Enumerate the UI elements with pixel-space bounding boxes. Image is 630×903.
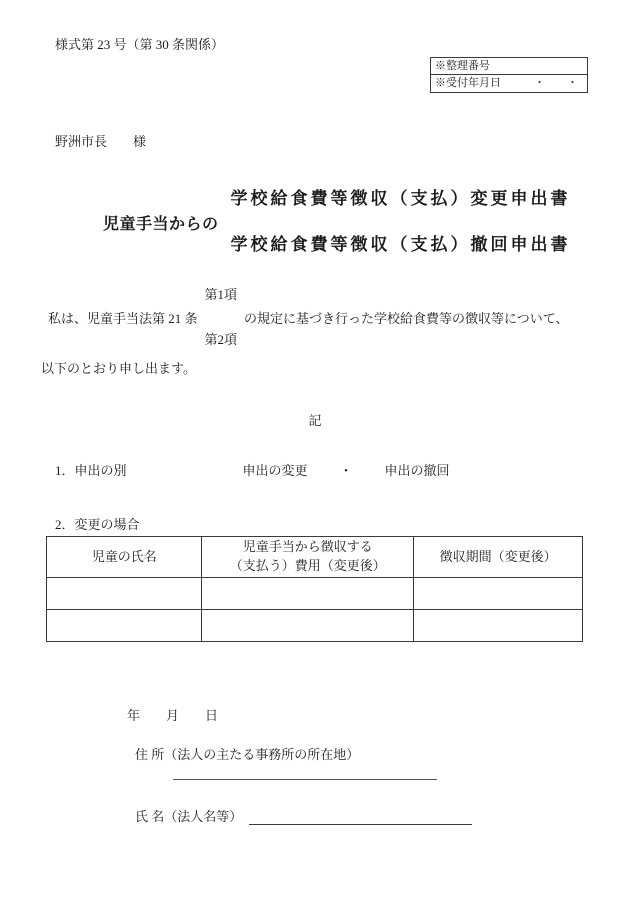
title-line-withdraw: 学校給食費等徴収（支払）撤回申出書 [230, 235, 571, 254]
form-number: 様式第 23 号（第 30 条関係） [55, 37, 225, 52]
cell-child-name [47, 610, 202, 642]
statement-before-clause: 私は、児童手当法第 21 条 [48, 310, 198, 326]
header-collection-period: 徴収期間（変更後） [414, 537, 583, 578]
cell-fee [202, 578, 414, 610]
clause-stack [205, 287, 238, 347]
item1-application-type [55, 460, 450, 479]
form-title [103, 176, 571, 268]
option-change: 申出の変更 [242, 463, 308, 478]
header-fee-line2: （支払う）費用（変更後） [229, 558, 386, 573]
item1-label: 1．申出の別 [55, 463, 127, 478]
item2-label: 2．変更の場合 [55, 517, 140, 532]
ki-mark: 記 [308, 413, 322, 428]
statement-line1 [48, 287, 569, 347]
cell-period [414, 610, 583, 642]
name-row [135, 806, 472, 825]
change-details-table [46, 536, 583, 642]
address-fill-line [173, 750, 437, 780]
clause-paragraph2: 第2項 [204, 332, 238, 347]
reference-number-row: ※整理番号 [431, 58, 587, 75]
reception-date-row: ※受付年月日 ・ ・ [435, 77, 578, 89]
header-fee [202, 537, 414, 578]
addressee: 野洲市長 様 [55, 134, 147, 149]
table-header-row [47, 537, 583, 578]
address-label: 住 所（法人の主たる事務所の所在地） [135, 747, 360, 762]
table-row [47, 578, 583, 610]
name-label: 氏 名（法人名等） [135, 809, 243, 824]
cell-period [414, 578, 583, 610]
statement-line2: 以下のとおり申し出ます。 [41, 361, 196, 376]
cell-fee [202, 610, 414, 642]
office-use-box [430, 57, 588, 93]
item1-options [243, 460, 450, 479]
title-lines [231, 176, 571, 268]
clause-paragraph1: 第1項 [204, 287, 238, 302]
statement-after-clause: の規定に基づき行った学校給食費等の徴収等について、 [244, 310, 569, 326]
header-child-name: 児童の氏名 [47, 537, 202, 578]
option-withdraw: 申出の撤回 [384, 463, 450, 478]
date-line: 年 月 日 [127, 708, 219, 723]
cell-child-name [47, 578, 202, 610]
title-prefix: 児童手当からの [103, 215, 219, 233]
option-separator: ・ [339, 463, 353, 478]
title-line-change: 学校給食費等徴収（支払）変更申出書 [230, 189, 571, 208]
table-row [47, 610, 583, 642]
header-fee-line1: 児童手当から徴収する [242, 539, 373, 555]
name-fill-line [249, 808, 472, 825]
